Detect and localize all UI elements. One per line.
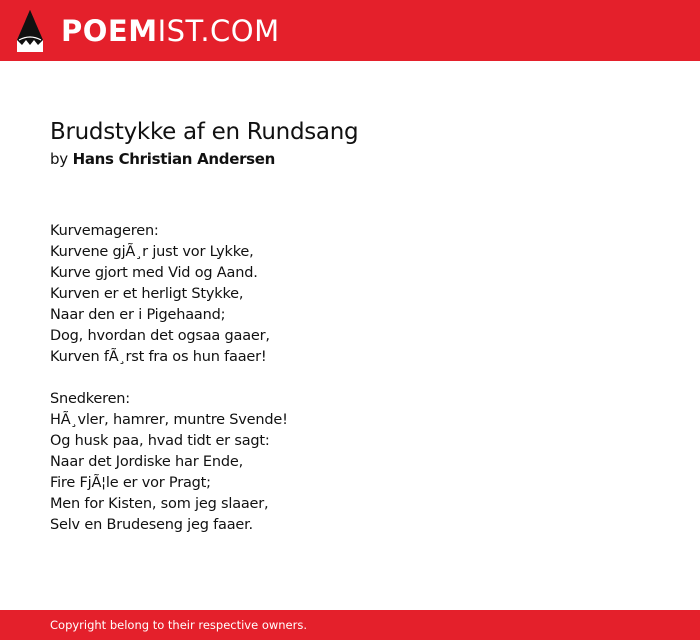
poem-line: Dog, hvordan det ogsaa gaaer, (50, 328, 270, 344)
poem-byline (50, 148, 670, 170)
poem-line: Snedkeren: (50, 391, 130, 407)
site-logo-text (61, 9, 280, 53)
pencil-tip-icon (17, 10, 43, 52)
poem-line: Kurvene gjÃ¸r just vor Lykke, (50, 244, 254, 260)
poem-line: Og husk paa, hvad tidt er sagt: (50, 433, 270, 449)
poem-line: Men for Kisten, som jeg slaaer, (50, 496, 269, 512)
poem-line: Fire FjÃ¦le er vor Pragt; (50, 475, 211, 491)
site-header (0, 0, 700, 61)
poem-stanza (50, 221, 670, 368)
poem-line: Kurvemageren: (50, 223, 159, 239)
site-footer (0, 610, 700, 640)
logo-text-light: IST.COM (157, 14, 280, 48)
byline-prefix: by (50, 150, 68, 168)
footer-copyright: Copyright belong to their respective owners. (50, 618, 308, 632)
poem-title: Brudstykke af en Rundsang (50, 119, 359, 145)
site-logo-link[interactable] (17, 9, 280, 53)
poem-body (50, 221, 670, 536)
poem-line: Naar den er i Pigehaand; (50, 307, 226, 323)
poem-content (50, 116, 670, 557)
poem-line: Naar det Jordiske har Ende, (50, 454, 243, 470)
poem-line: Kurven er et herligt Stykke, (50, 286, 244, 302)
poem-line: HÃ¸vler, hamrer, muntre Svende! (50, 412, 288, 428)
poem-author[interactable]: Hans Christian Andersen (72, 150, 276, 168)
poem-stanza (50, 389, 670, 536)
logo-text-bold: POEM (61, 14, 158, 48)
poem-line: Selv en Brudeseng jeg faaer. (50, 517, 253, 533)
poem-line: Kurven fÃ¸rst fra os hun faaer! (50, 349, 267, 365)
poem-line: Kurve gjort med Vid og Aand. (50, 265, 258, 281)
